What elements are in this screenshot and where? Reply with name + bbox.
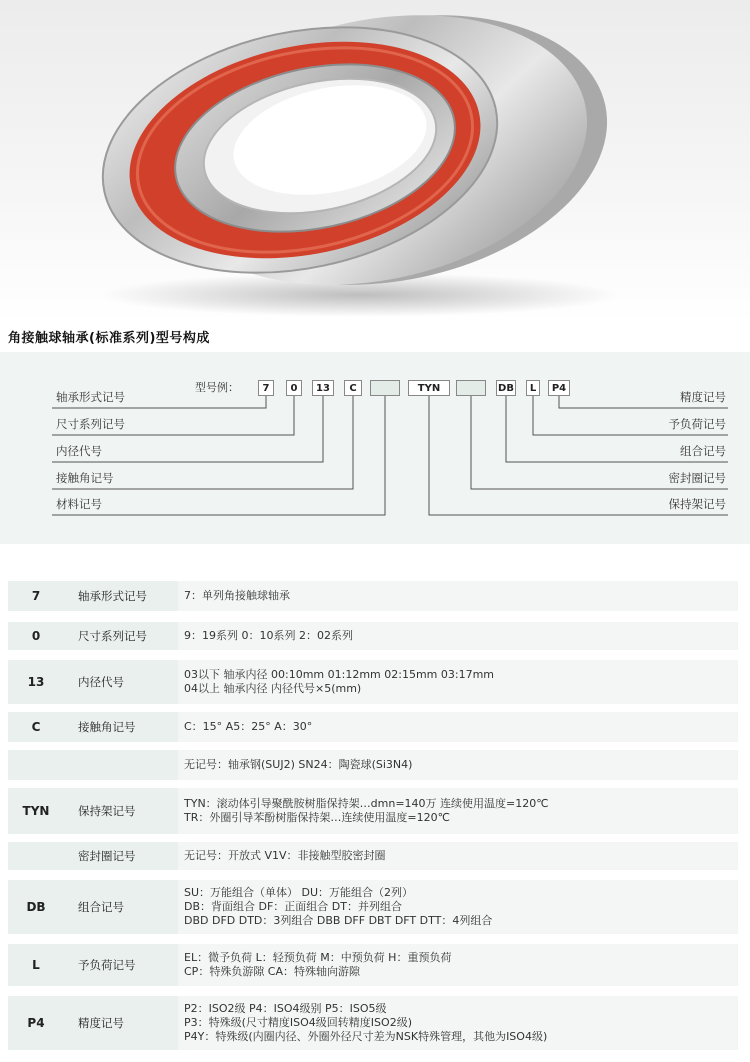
table-row [8,788,738,834]
row-code: 0 [31,629,41,643]
row-description [178,712,738,742]
description-line: P3：特殊级(尺寸精度ISO4级回转精度ISO2级) [184,1016,412,1029]
table-row [8,622,738,650]
row-description [178,880,738,934]
table-row [8,842,738,870]
label-bore-code: 内径代号 [56,444,102,458]
row-description [178,996,738,1050]
table-row [8,944,738,986]
row-name: 组合记号 [78,900,124,914]
row-code [8,750,64,780]
row-code [8,842,64,870]
row-code: P4 [27,1016,45,1030]
code-box-type: 7 [258,380,274,396]
description-line: 无记号：轴承钢(SUJ2) SN24：陶瓷球(Si3N4) [184,758,413,771]
label-type-code: 轴承形式记号 [56,390,125,404]
example-label: 型号例： [195,381,239,394]
row-description [178,660,738,704]
code-box-arrangement: DB [496,380,516,396]
row-description [178,622,738,650]
label-arrangement: 组合记号 [680,444,726,458]
row-code: TYN [22,804,50,818]
description-line: 无记号：开放式 V1V：非接触型胶密封圈 [184,849,386,862]
description-line: 03以下 轴承内径 00:10mm 01:12mm 02:15mm 03:17mm [184,668,495,681]
table-row [8,712,738,742]
connector-lines [0,352,750,544]
description-line: 04以上 轴承内径 内径代号×5(mm) [184,682,362,695]
label-dimension-series: 尺寸系列记号 [56,417,125,431]
code-box-cage: TYN [408,380,450,396]
table-row [8,660,738,704]
description-line: CP：特殊负游隙 CA：特殊轴向游隙 [184,965,361,978]
table-row [8,996,738,1050]
description-line: TR：外圈引导苯酚树脂保持架…连续使用温度=120℃ [184,811,450,824]
description-line: TYN：滚动体引导聚酰胺树脂保持架…dmn=140万 连续使用温度=120℃ [184,797,549,810]
description-line: 9：19系列 0：10系列 2：02系列 [184,629,353,642]
row-name: 予负荷记号 [78,958,136,972]
description-line: DBD DFD DTD：3列组合 DBB DFF DBT DFT DTT：4列组合 [184,914,493,927]
code-box-dimension: 0 [286,380,302,396]
row-description [178,944,738,986]
row-code: C [31,720,41,734]
row-code: DB [26,900,46,914]
bearing-illustration [0,0,750,322]
row-description [178,842,738,870]
code-box-bore: 13 [312,380,334,396]
row-name [78,750,178,780]
page-title: 角接触球轴承(标准系列)型号构成 [8,331,210,346]
label-preload: 予负荷记号 [668,417,726,431]
description-line: P4Y：特殊级(内圈内径、外圈外径尺寸差为NSK特殊管理，其他为ISO4级) [184,1030,548,1043]
row-name: 密封圈记号 [78,849,136,863]
description-line: P2：ISO2级 P4：ISO4级别 P5：ISO5级 [184,1002,387,1015]
code-box-precision: P4 [548,380,570,396]
row-code: 7 [31,589,41,603]
description-line: EL：微予负荷 L：轻预负荷 M：中预负荷 H：重预负荷 [184,951,452,964]
code-box-preload: L [526,380,540,396]
row-description [178,750,738,780]
description-line: DB：背面组合 DF：正面组合 DT：并列组合 [184,900,402,913]
table-row [8,880,738,934]
table-row [8,581,738,611]
code-box-contact-angle: C [344,380,362,396]
description-line: SU：万能组合（单体） DU：万能组合（2列） [184,886,414,899]
row-name: 接触角记号 [78,720,136,734]
row-name: 精度记号 [78,1016,124,1030]
label-precision: 精度记号 [680,390,726,404]
row-name: 轴承形式记号 [78,589,147,603]
label-contact-angle: 接触角记号 [56,471,114,485]
row-code: L [32,958,40,972]
row-name: 内径代号 [78,675,124,689]
row-name: 保持架记号 [78,804,136,818]
row-description [178,788,738,834]
bearing-photo [0,0,750,322]
row-name: 尺寸系列记号 [78,629,147,643]
description-line: C：15° A5：25° A：30° [184,720,313,733]
label-material: 材料记号 [56,497,102,511]
description-line: 7：单列角接触球轴承 [184,589,290,602]
row-description [178,581,738,611]
table-row [8,750,738,780]
row-code: 13 [27,675,45,689]
label-seal: 密封圈记号 [668,471,726,485]
label-cage: 保持架记号 [668,497,726,511]
